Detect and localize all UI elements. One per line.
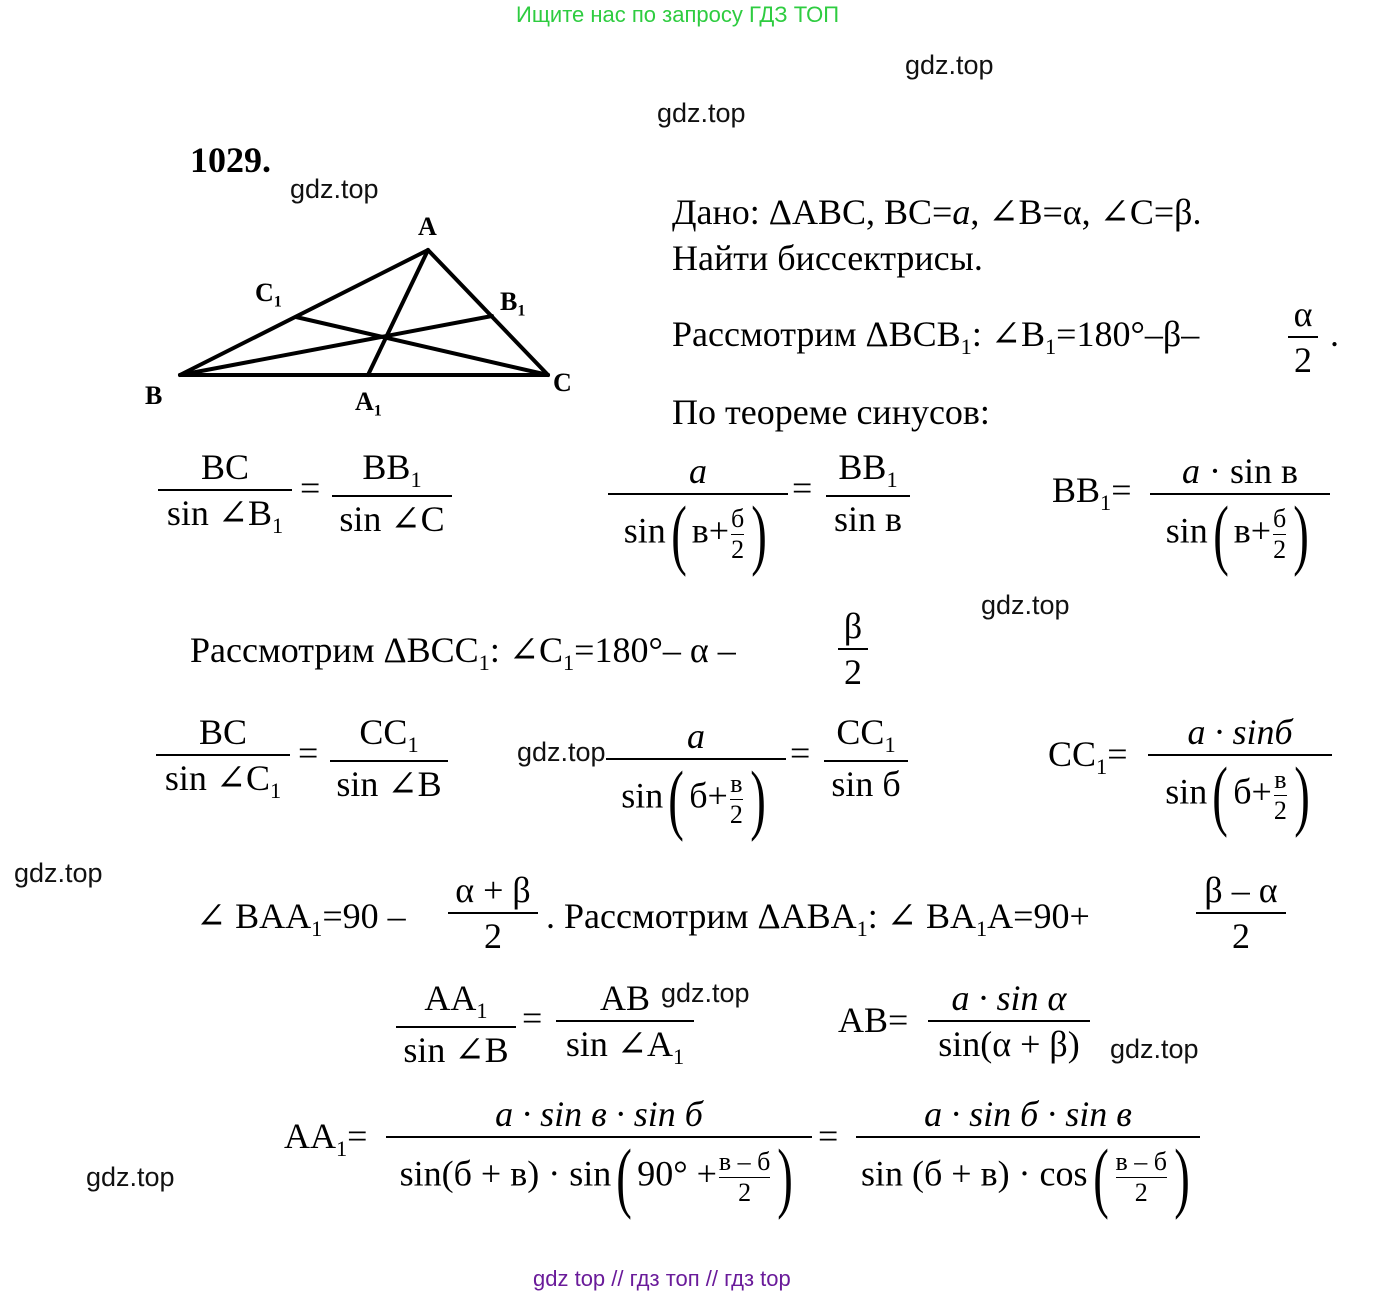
bisector-aa1 <box>368 250 428 375</box>
top-banner: Ищите нас по запросу ГДЗ ТОП <box>516 2 840 27</box>
fraction-cc1-result: a · sinб sin( б+ в 2 ) <box>1148 714 1332 830</box>
sine-theorem: По теореме синусов: <box>672 392 990 432</box>
aa1-equals: $AA_1=$ <box>284 1116 368 1161</box>
fraction-a-sin-b-v2: a sin( б+ в 2 ) <box>606 718 786 834</box>
fraction-cc1-sinb-rus: $CC_1$ sin б <box>824 714 908 802</box>
vertex-label-b: B <box>145 381 163 410</box>
fraction-beta-2: β 2 <box>838 608 868 690</box>
fraction-cc1-sinb: $CC_1$ sin ∠B <box>330 714 448 802</box>
fraction-ab-sina1: AB $\sin \angle A_1$ <box>556 980 694 1068</box>
fraction-bb1-sinc: $BB_1$ sin ∠C <box>332 449 452 537</box>
watermark: gdz.top <box>905 50 994 80</box>
consider-bcb1: Рассмотрим $\Delta BCB_1$: $\angle B_1=180^\circ-\beta-$ <box>672 314 1200 359</box>
vertex-label-b1: $B_1$ <box>500 287 526 320</box>
cc1-equals: $CC_1=$ <box>1048 734 1128 779</box>
side-ab <box>180 250 428 375</box>
fraction-bc-sinc1: BC $\sin \angle C_1$ <box>156 714 290 802</box>
vertex-label-a1: $A_1$ <box>355 387 382 420</box>
equals: = <box>298 733 319 773</box>
problem-number: 1029. <box>190 140 271 180</box>
watermark: gdz.top <box>1110 1034 1199 1064</box>
watermark: gdz.top <box>86 1162 175 1192</box>
consider-aba1: . Рассмотрим $\Delta ABA_1$: ∠ $BA_1A=90+$ <box>546 896 1090 941</box>
fraction-a-sin-v-b2: a sin( в+ б 2 ) <box>608 453 788 569</box>
equals: = <box>522 998 543 1038</box>
footer: gdz top // гдз топ // гдз top <box>533 1266 791 1291</box>
fraction-alpha-plus-beta: α + β 2 <box>448 872 538 954</box>
equals: = <box>818 1116 839 1156</box>
watermark: gdz.top <box>290 174 379 204</box>
vertex-label-a: A <box>418 212 437 241</box>
fraction-bc-sinb1: BC $\sin \angle B_1$ <box>158 449 292 537</box>
bb1-equals: $BB_1=$ <box>1052 470 1132 515</box>
given-line-2: Найти биссектрисы. <box>672 238 983 278</box>
fraction-ab-result: a · sin α sin(α + β) <box>928 980 1090 1062</box>
fraction-bb1-sinv: $BB_1$ sin в <box>826 449 910 537</box>
fraction-aa1-result-2: a · sin б · sin в sin (б + в) · cos( в – б 2 ) <box>856 1096 1200 1212</box>
fraction-alpha-2: α 2 <box>1288 296 1318 378</box>
fraction-aa1-sinb: $AA_1$ sin ∠B <box>396 980 516 1068</box>
watermark: gdz.top <box>14 858 103 888</box>
watermark: gdz.top <box>657 98 746 128</box>
consider-bcc1: Рассмотрим $\Delta BCC_1$: $\angle C_1=180^\circ-$ α – <box>190 630 736 675</box>
side-ac <box>428 250 548 375</box>
equals: = <box>792 468 813 508</box>
angle-baa1: ∠ $BAA_1=90$ – <box>196 896 406 941</box>
fraction-bb1-result: a · sin в sin( в+ б 2 ) <box>1150 453 1330 569</box>
given-line-1: Дано: ΔABC, BC=a, ∠B=α, ∠C=β. <box>672 192 1202 232</box>
watermark: gdz.top <box>517 737 606 767</box>
watermark: gdz.top <box>661 978 750 1008</box>
fraction-aa1-result-1: a · sin в · sin б sin(б + в) · sin( 90° + в – б 2 ) <box>386 1096 812 1212</box>
vertex-label-c: C <box>553 368 572 397</box>
equals: = <box>790 733 811 773</box>
period: . <box>1330 314 1339 354</box>
vertex-label-c1: $C_1$ <box>255 278 282 311</box>
ab-equals: AB= <box>838 1000 909 1040</box>
fraction-beta-minus-alpha: β – α 2 <box>1196 872 1286 954</box>
watermark: gdz.top <box>981 590 1070 620</box>
equals: = <box>300 468 321 508</box>
